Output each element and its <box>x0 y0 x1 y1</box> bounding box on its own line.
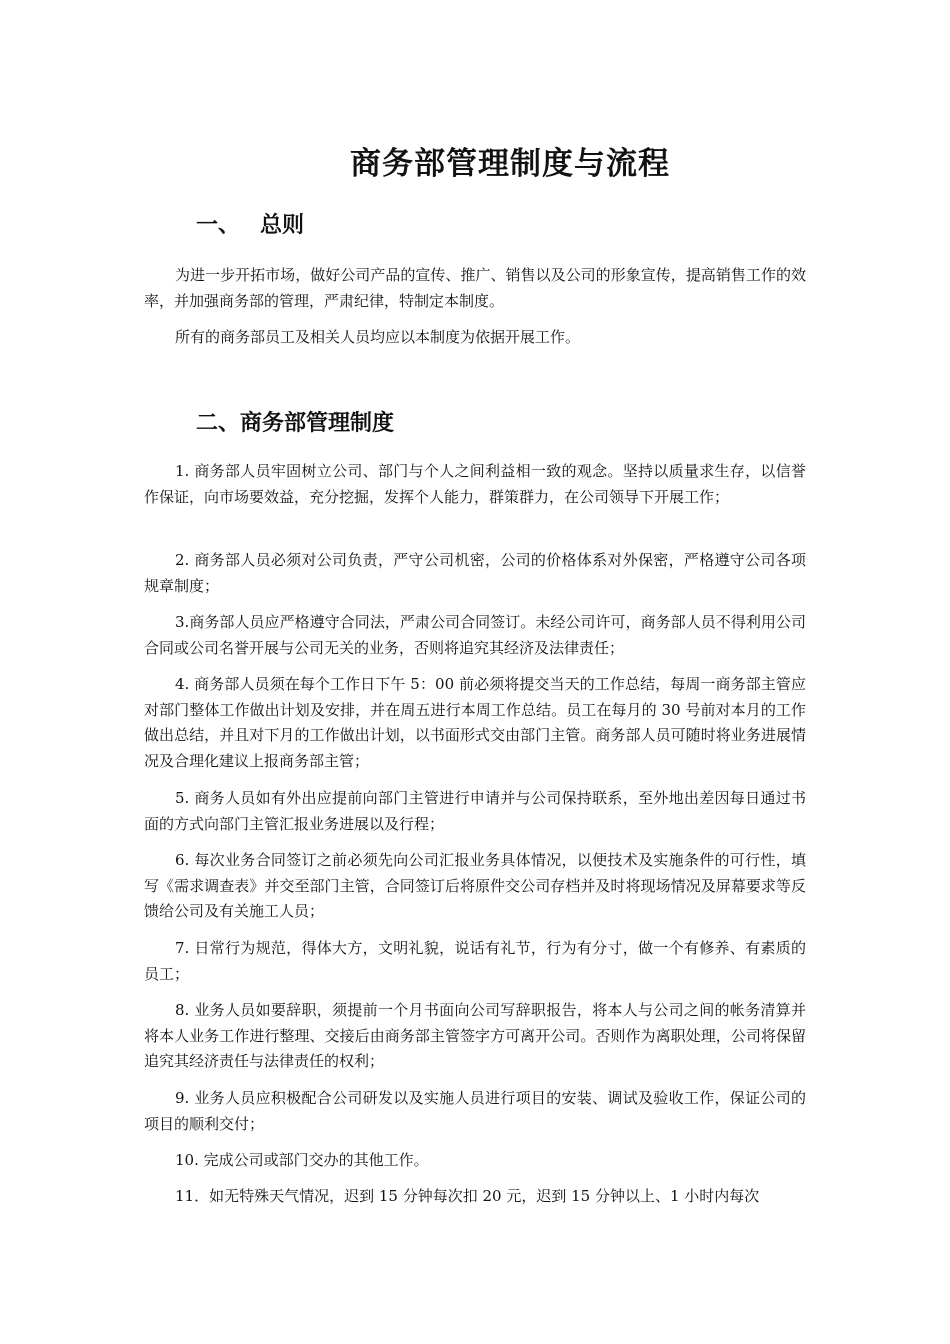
list-item: 6. 每次业务合同签订之前必须先向公司汇报业务具体情况，以便技术及实施条件的可行性，填写《需求调查表》并交至部门主管，合同签订后将原件交公司存档并及时将现场情况及屏幕要求等反馈给公司及有关施工人员； <box>144 851 806 920</box>
list-item: 11．如无特殊天气情况，迟到 15 分钟每次扣 20 元，迟到 15 分钟以上、1 小时内每次 <box>175 1187 760 1205</box>
list-item: 9. 业务人员应积极配合公司研发以及实施人员进行项目的安装、调试及验收工作，保证公司的项目的顺利交付； <box>144 1089 806 1133</box>
page-title: 商务部管理制度与流程 <box>350 146 670 182</box>
list-item: 2. 商务部人员必须对公司负责，严守公司机密，公司的价格体系对外保密，严格遵守公司各项规章制度； <box>144 551 806 595</box>
paragraph: 为进一步开拓市场，做好公司产品的宣传、推广、销售以及公司的形象宣传，提高销售工作的效率，并加强商务部的管理，严肃纪律，特制定本制度。 <box>144 266 806 310</box>
section-heading-management: 二、商务部管理制度 <box>196 411 395 436</box>
list-item: 3.商务部人员应严格遵守合同法，严肃公司合同签订。未经公司许可，商务部人员不得利用公司合同或公司名誉开展与公司无关的业务，否则将追究其经济及法律责任； <box>144 613 806 657</box>
list-item: 8. 业务人员如要辞职，须提前一个月书面向公司写辞职报告，将本人与公司之间的帐务清算并将本人业务工作进行整理、交接后由商务部主管签字方可离开公司。否则作为离职处理，公司将保留追究其经济责任与法律责任的权利； <box>144 1001 806 1070</box>
list-item: 1. 商务部人员牢固树立公司、部门与个人之间利益相一致的观念。坚持以质量求生存，以信誉作保证，向市场要效益，充分挖掘，发挥个人能力，群策群力，在公司领导下开展工作； <box>144 462 806 506</box>
section-number: 一、 <box>196 213 241 238</box>
section-heading-text: 总则 <box>260 213 305 238</box>
list-item: 10. 完成公司或部门交办的其他工作。 <box>175 1151 429 1169</box>
section-heading-general <box>196 210 304 242</box>
list-item: 5. 商务人员如有外出应提前向部门主管进行申请并与公司保持联系，至外地出差因每日通过书面的方式向部门主管汇报业务进展以及行程； <box>144 789 806 833</box>
paragraph: 所有的商务部员工及相关人员均应以本制度为依据开展工作。 <box>175 328 581 346</box>
list-item: 4. 商务部人员须在每个工作日下午 5：00 前必须将提交当天的工作总结，每周一商务部主管应对部门整体工作做出计划及安排，并在周五进行本周工作总结。员工在每月的 30 号前对本月的工作做出总结，并且对下月的工作做出计划，以书面形式交由部门主管。商务部人员可随时将业务进展情况及合理化建议上报商务部主管； <box>144 675 806 770</box>
list-item: 7. 日常行为规范，得体大方，文明礼貌，说话有礼节，行为有分寸，做一个有修养、有素质的员工； <box>144 939 806 983</box>
